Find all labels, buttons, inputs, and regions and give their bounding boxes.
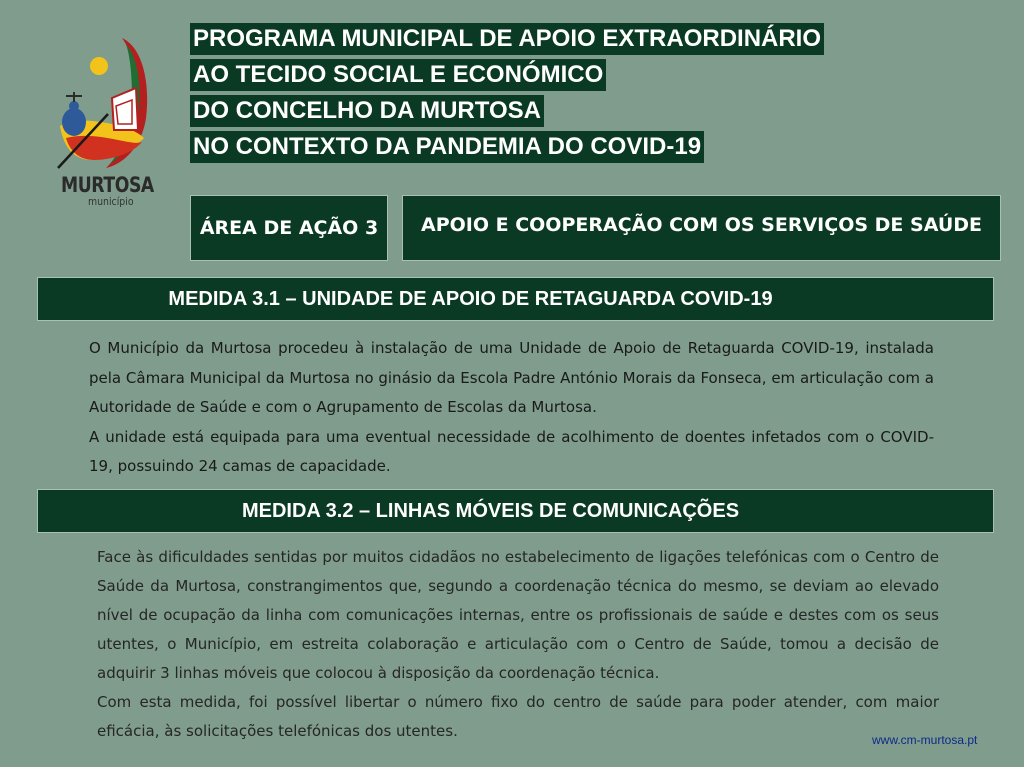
medida-1-heading: MEDIDA 3.1 – UNIDADE DE APOIO DE RETAGUARDA COVID-19 — [168, 287, 773, 310]
medida-2-heading-box — [37, 489, 994, 533]
logo-wordmark: MURTOSA — [61, 173, 154, 197]
title-line-2: AO TECIDO SOCIAL E ECONÓMICO — [190, 59, 606, 91]
medida-2-paragraph-1: Face às dificuldades sentidas por muitos cidadãos no estabelecimento de ligações telefónicas com o Centro de Saúde da Murtosa, constrangimentos que, segundo a coordenação técnica do mesmo, se deviam ao elevado nível de ocupação da linha com comunicações internas, entre os profissionais de saúde e destes com os seus utentes, o Município, em estreita colaboração e articulação com o Centro de Saúde, tomou a decisão de adquirir 3 linhas móveis que colocou à disposição da coordenação técnica. — [97, 548, 939, 682]
title-line-3: DO CONCELHO DA MURTOSA — [190, 95, 544, 127]
medida-1-paragraph-1: O Município da Murtosa procedeu à instalação de uma Unidade de Apoio de Retaguarda COVID-19, instalada pela Câmara Municipal da Murtosa no ginásio da Escola Padre António Morais da Fonseca, em articulação com a Autoridade de Saúde e com o Agrupamento de Escolas da Murtosa. — [89, 339, 934, 416]
medida-1-heading-box — [37, 277, 994, 321]
area-label-box — [190, 195, 388, 261]
area-title: APOIO E COOPERAÇÃO COM OS SERVIÇOS DE SAÚDE — [421, 214, 982, 236]
logo-subtitle: município — [88, 195, 134, 208]
medida-1-text — [89, 334, 934, 482]
page-title — [190, 23, 824, 167]
medida-1-paragraph-2: A unidade está equipada para uma eventual necessidade de acolhimento de doentes infetados com o COVID-19, possuindo 24 camas de capacidade. — [89, 427, 934, 475]
title-line-4: NO CONTEXTO DA PANDEMIA DO COVID-19 — [190, 131, 704, 163]
medida-2-paragraph-2: Com esta medida, foi possível libertar o número fixo do centro de saúde para poder atender, com maior eficácia, às solicitações telefónicas dos utentes. — [97, 693, 939, 740]
title-line-1: PROGRAMA MUNICIPAL DE APOIO EXTRAORDINÁRIO — [190, 23, 824, 55]
website-link[interactable]: www.cm-murtosa.pt — [872, 733, 978, 747]
medida-2-heading: MEDIDA 3.2 – LINHAS MÓVEIS DE COMUNICAÇÕES — [241, 499, 740, 522]
area-label: ÁREA DE AÇÃO 3 — [199, 217, 379, 239]
area-title-box — [402, 195, 1001, 261]
medida-2-text — [97, 543, 939, 746]
